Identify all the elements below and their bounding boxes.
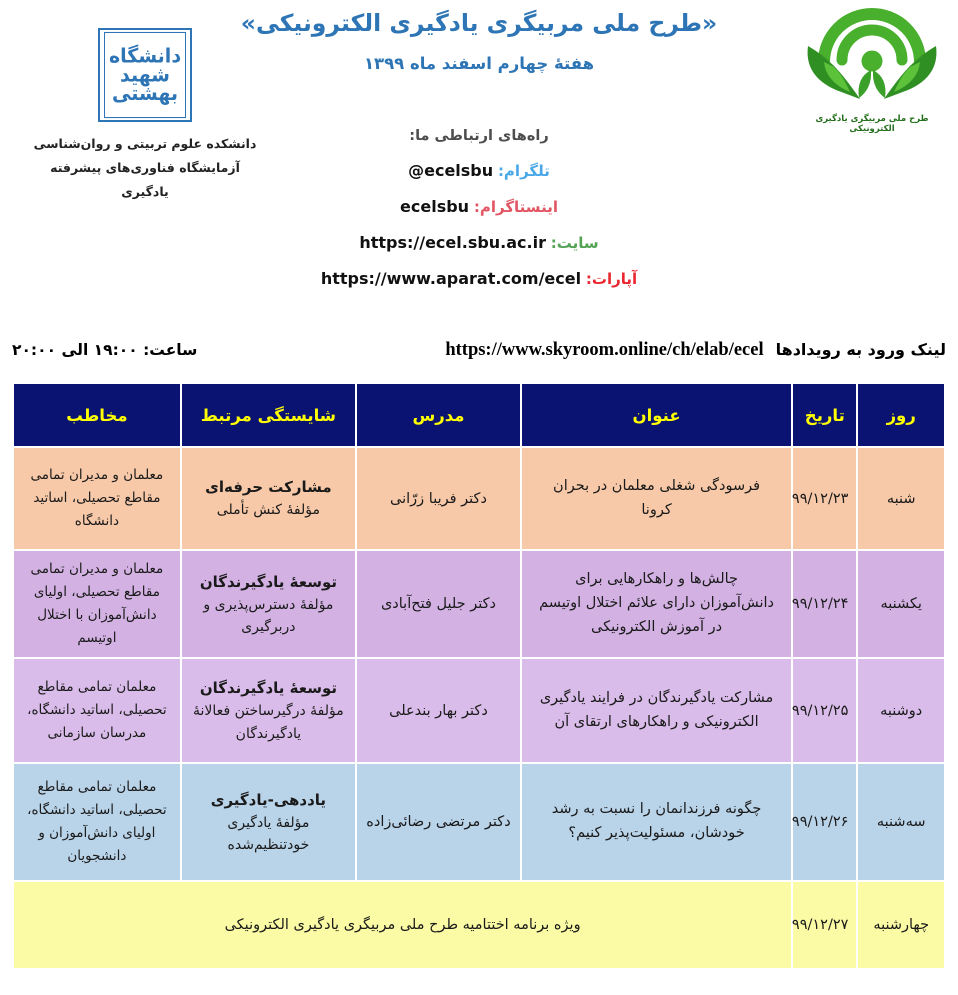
- event-link-row: [12, 340, 946, 361]
- university-logo-calligraphy: [104, 32, 186, 118]
- contact-section: [260, 128, 698, 288]
- col-header-instructor: مدرس: [356, 383, 521, 447]
- title-cell: مشارکت یادگیرندگان در فرایند یادگیری الکترونیکی و راهکارهای ارتقای آن: [521, 658, 792, 763]
- page-subtitle: هفتۀ چهارم اسفند ماه ۱۳۹۹: [363, 53, 595, 73]
- telegram-label: تلگرام:: [497, 162, 550, 180]
- contact-aparat: [260, 269, 698, 288]
- university-logo-word: شهید: [120, 63, 170, 87]
- program-logo: [796, 4, 948, 134]
- table-row-wednesday: [13, 881, 945, 969]
- title-cell: چالش‌ها و راهکارهایی برای دانش‌آموزان دارای علائم اختلال اوتیسم در آموزش الکترونیکی: [521, 550, 792, 658]
- date-cell: ۹۹/۱۲/۲۶: [792, 763, 857, 881]
- contact-heading: راه‌های ارتباطی ما:: [409, 128, 549, 144]
- day-cell: یکشنبه: [857, 550, 945, 658]
- table-header-row: [13, 383, 945, 447]
- competency-title: توسعۀ یادگیرندگان: [199, 679, 337, 698]
- competency-title: مشارکت حرفه‌ای: [205, 478, 332, 497]
- col-header-day: روز: [857, 383, 945, 447]
- event-time: ساعت: ۱۹:۰۰ الی ۲۰:۰۰: [12, 341, 198, 359]
- instagram-handle[interactable]: ecelsbu: [400, 197, 470, 216]
- instructor-cell: دکتر مرتضی رضائی‌زاده: [356, 763, 521, 881]
- day-cell: دوشنبه: [857, 658, 945, 763]
- date-cell: ۹۹/۱۲/۲۳: [792, 447, 857, 550]
- competency-title: یاددهی-یادگیری: [210, 790, 327, 809]
- col-header-title: عنوان: [521, 383, 792, 447]
- site-url-link[interactable]: https://ecel.sbu.ac.ir: [359, 233, 546, 252]
- title-cell: فرسودگی شغلی معلمان در بحران کرونا: [521, 447, 792, 550]
- col-header-competency: شایستگی مرتبط: [181, 383, 356, 447]
- table-row-tuesday: [13, 763, 945, 881]
- date-cell: ۹۹/۱۲/۲۵: [792, 658, 857, 763]
- day-cell: شنبه: [857, 447, 945, 550]
- competency-note: مؤلفۀ یادگیری خودتنظیم‌شده: [227, 814, 310, 853]
- date-cell: ۹۹/۱۲/۲۴: [792, 550, 857, 658]
- date-cell: ۹۹/۱۲/۲۷: [792, 881, 857, 969]
- audience-cell: معلمان و مدیران تمامی مقاطع تحصیلی، اساتید دانشگاه: [13, 447, 181, 550]
- competency-cell: [181, 550, 356, 658]
- poster-header: [0, 0, 958, 332]
- competency-cell: [181, 763, 356, 881]
- audience-cell: معلمان تمامی مقاطع تحصیلی، اساتید دانشگاه، اولیای دانش‌آموزان و دانشجویان: [13, 763, 181, 881]
- col-header-date: تاریخ: [792, 383, 857, 447]
- page-title: «طرح ملی مربیگری یادگیری الکترونیکی»: [240, 9, 718, 37]
- aparat-label: آپارات:: [585, 270, 638, 288]
- instructor-cell: دکتر فریبا زرّانی: [356, 447, 521, 550]
- site-label: سایت:: [550, 234, 599, 252]
- university-block: [28, 28, 262, 203]
- title-cell: چگونه فرزندانمان را نسبت به رشد خودشان، مسئولیت‌پذیر کنیم؟: [521, 763, 792, 881]
- col-header-audience: مخاطب: [13, 383, 181, 447]
- contact-instagram: [260, 197, 698, 216]
- day-cell: سه‌شنبه: [857, 763, 945, 881]
- event-link-label: لینک ورود به رویدادها: [775, 340, 946, 359]
- contact-telegram: [260, 161, 698, 180]
- competency-cell: [181, 447, 356, 550]
- instructor-cell: دکتر جلیل فتح‌آبادی: [356, 550, 521, 658]
- competency-note: مؤلفۀ کنش تأملی: [216, 502, 320, 519]
- university-logo-word: بهشتی: [112, 82, 178, 106]
- competency-cell: [181, 658, 356, 763]
- university-logo-word: دانشگاه: [108, 44, 182, 68]
- title-block: [238, 8, 720, 73]
- audience-cell: معلمان تمامی مقاطع تحصیلی، اساتید دانشگاه، مدرسان سازمانی: [13, 658, 181, 763]
- skyroom-url-link[interactable]: https://www.skyroom.online/ch/elab/ecel: [445, 340, 764, 360]
- aparat-url-link[interactable]: https://www.aparat.com/ecel: [320, 269, 582, 288]
- event-link-pair: [445, 340, 946, 361]
- closing-ceremony-cell: ویژه برنامه اختتامیه طرح ملی مربیگری یادگیری الکترونیکی: [13, 881, 792, 969]
- faculty-lines: [28, 132, 262, 203]
- instagram-label: اینستاگرام:: [473, 198, 558, 216]
- schedule-table-wrap: [12, 382, 946, 970]
- university-logo: [98, 28, 192, 122]
- telegram-handle[interactable]: @ecelsbu: [408, 161, 494, 180]
- competency-note: مؤلفۀ درگیرساختن فعالانۀ یادگیرندگان: [193, 703, 344, 742]
- audience-cell: معلمان و مدیران تمامی مقاطع تحصیلی، اولیای دانش‌آموزان با اختلال اوتیسم: [13, 550, 181, 658]
- faculty-line-1: دانشکده علوم تربیتی و روان‌شناسی: [33, 136, 257, 151]
- table-row-saturday: [13, 447, 945, 550]
- competency-title: توسعۀ یادگیرندگان: [199, 572, 337, 591]
- instructor-cell: دکتر بهار بندعلی: [356, 658, 521, 763]
- competency-note: مؤلفۀ دسترس‌پذیری و دربرگیری: [203, 596, 334, 635]
- table-row-monday: [13, 658, 945, 763]
- elearning-coaching-logo-icon: [802, 4, 942, 112]
- faculty-line-2: آزمایشگاه فناوری‌های پیشرفته یادگیری: [50, 159, 240, 199]
- contact-site: [260, 233, 698, 252]
- program-logo-caption: طرح ملی مربیگری یادگیری الکترونیکی: [815, 114, 929, 134]
- table-row-sunday: [13, 550, 945, 658]
- day-cell: چهارشنبه: [857, 881, 945, 969]
- schedule-table: [12, 382, 946, 970]
